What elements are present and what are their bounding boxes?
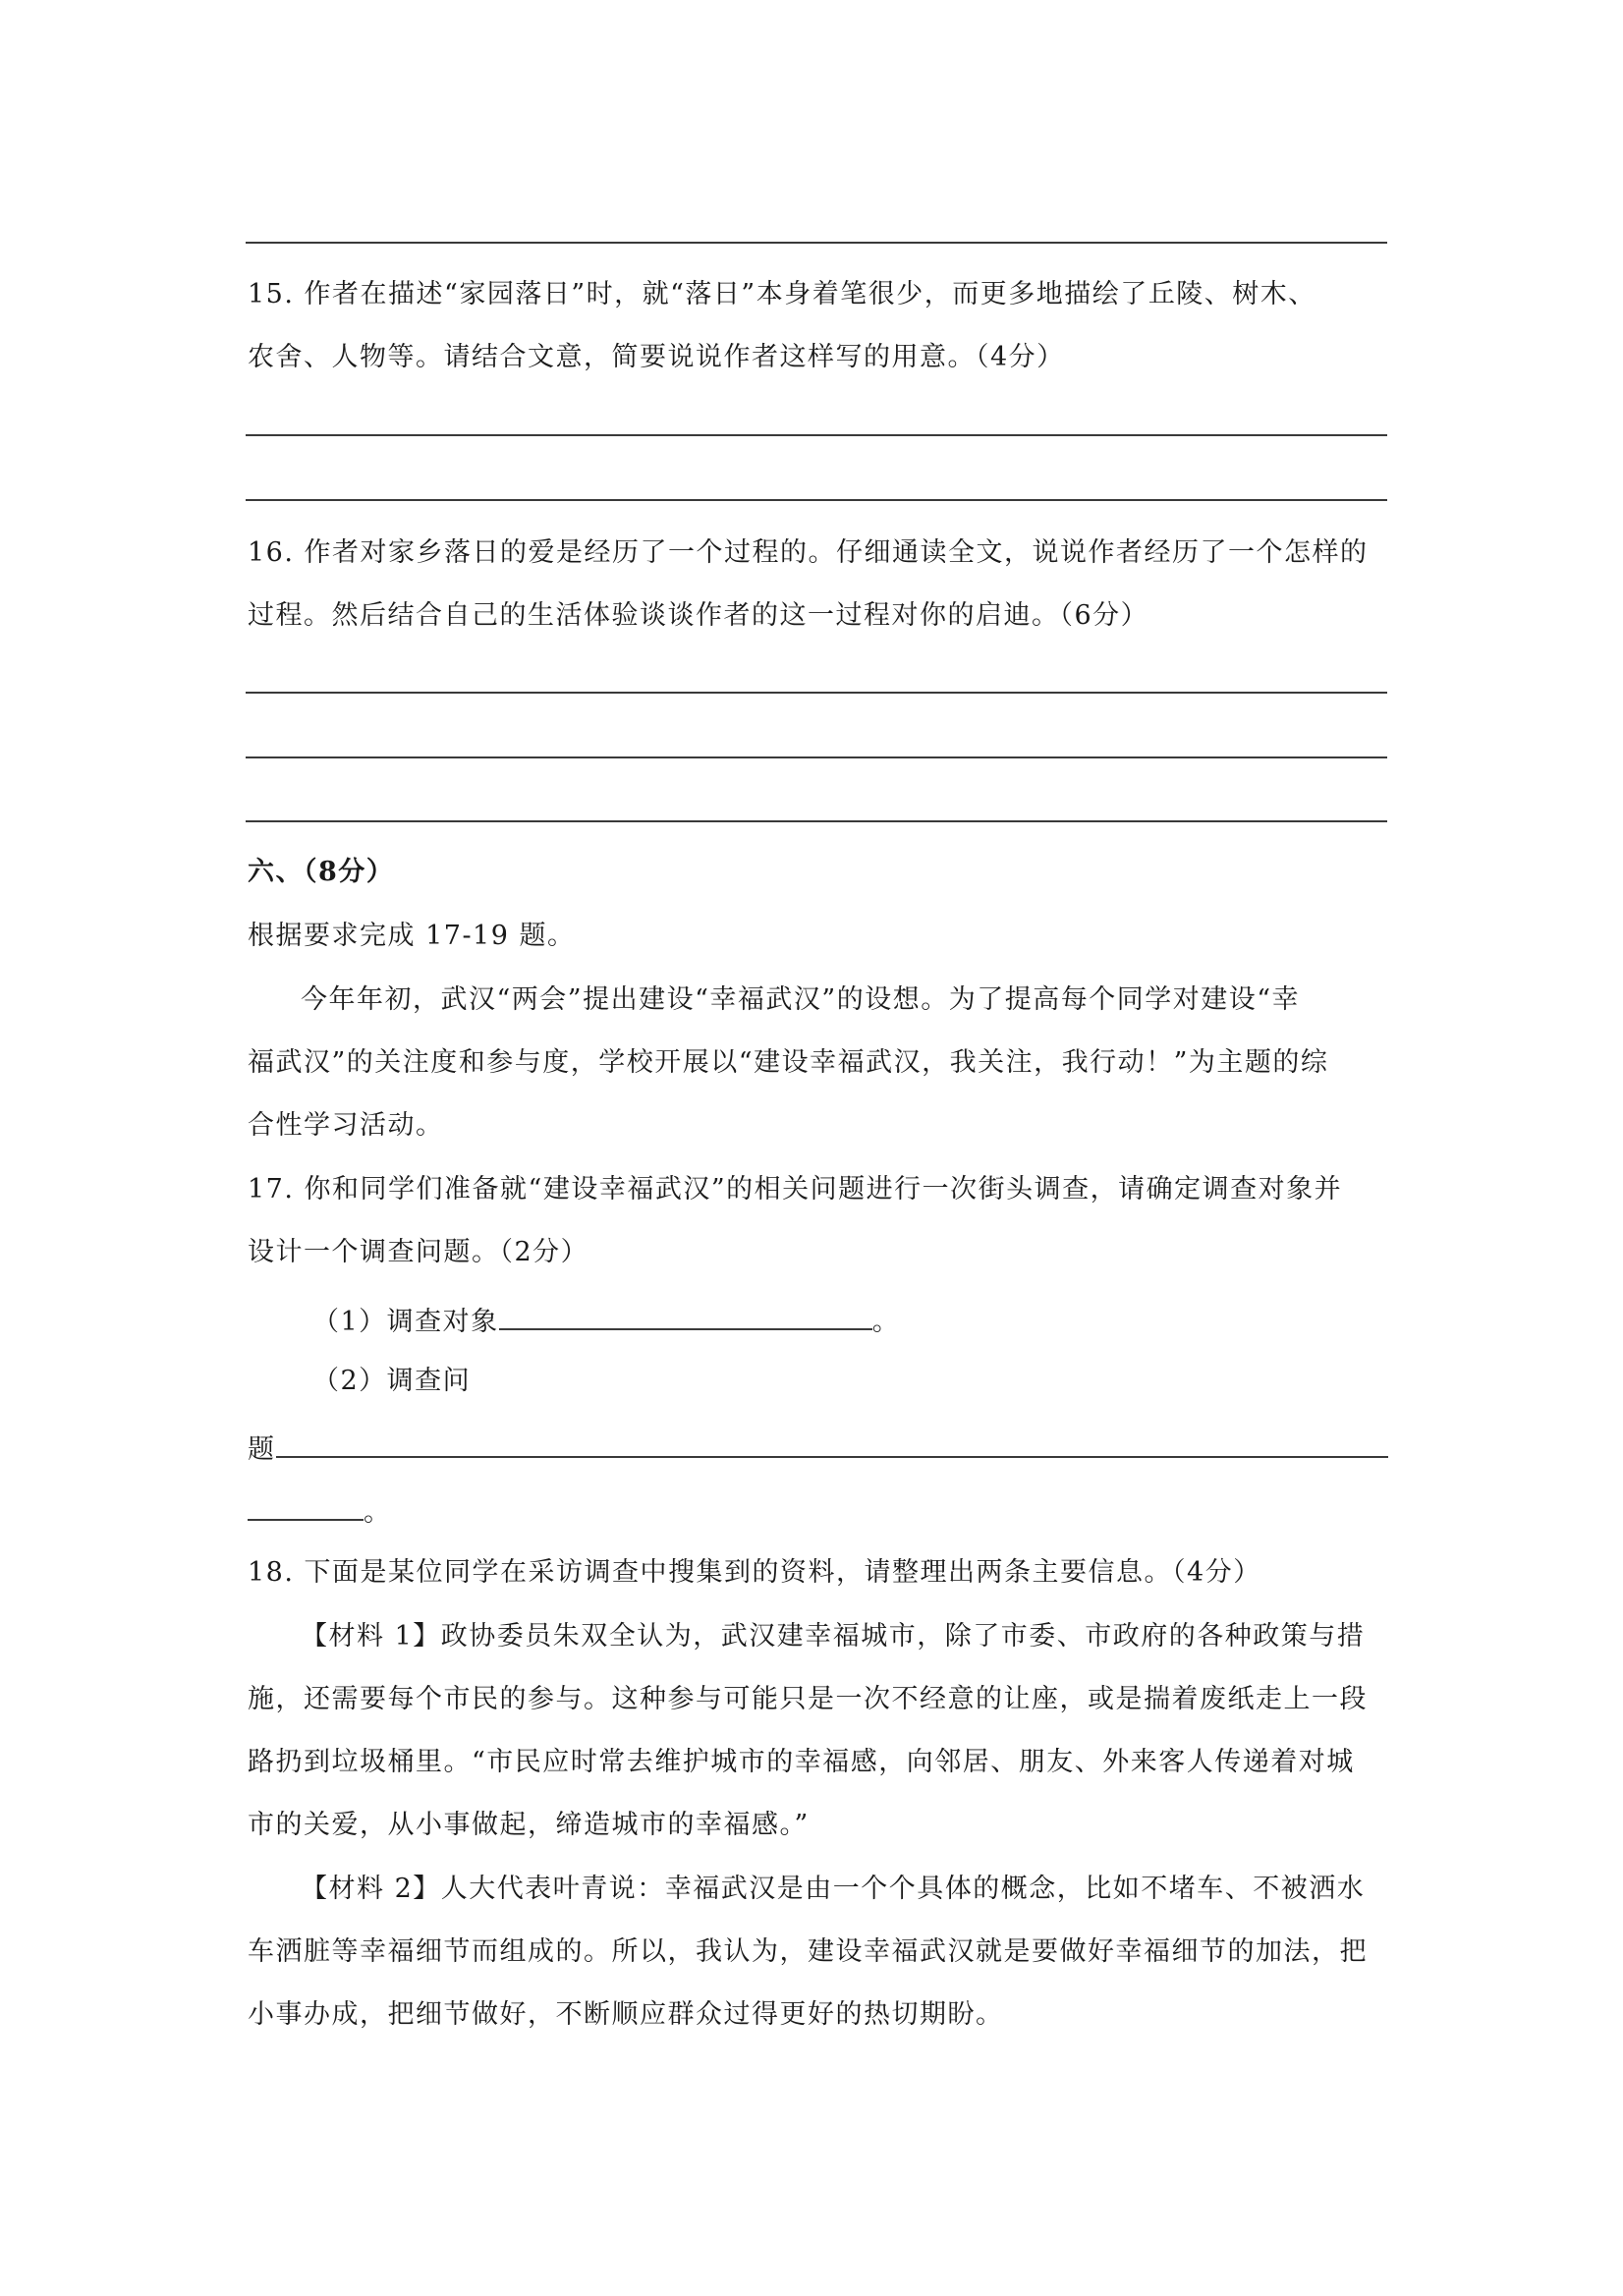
survey-question-item-cont: 。 (248, 1489, 392, 1531)
material-2-text: 小事办成，把细节做好，不断顺应群众过得更好的热切期盼。 (248, 1999, 1004, 2030)
survey-question-blank[interactable] (276, 1427, 1388, 1458)
intro-paragraph: 合性学习活动。 (248, 1110, 444, 1141)
material-2-text: 车洒脏等幸福细节而组成的。所以，我认为，建设幸福武汉就是要做好幸福细节的加法，把 (248, 1936, 1368, 1967)
survey-question-item: 题 (248, 1427, 1388, 1468)
section-instruction: 根据要求完成 17-19 题。 (248, 921, 576, 951)
answer-line (246, 434, 1387, 436)
section-heading: 六、（8分） (248, 857, 395, 887)
question-16-text: 过程。然后结合自己的生活体验谈谈作者的这一过程对你的启迪。（6分） (248, 600, 1149, 631)
question-17-text: 设计一个调查问题。（2分） (248, 1237, 589, 1267)
answer-line (246, 756, 1387, 758)
question-16-text: 16. 作者对家乡落日的爱是经历了一个过程的。仔细通读全文，说说作者经历了一个怎样的 (248, 537, 1369, 568)
question-18-text: 18. 下面是某位同学在采访调查中搜集到的资料，请整理出两条主要信息。（4分） (248, 1557, 1261, 1588)
question-17-text: 17. 你和同学们准备就“建设幸福武汉”的相关问题进行一次街头调查，请确定调查对象并 (248, 1174, 1343, 1204)
material-2-text: 【材料 2】人大代表叶青说：幸福武汉是由一个个具体的概念，比如不堵车、不被洒水 (301, 1874, 1366, 1904)
survey-target-label: （1）调查对象 (312, 1307, 499, 1337)
question-15-text: 农舍、人物等。请结合文意，简要说说作者这样写的用意。（4分） (248, 342, 1065, 372)
material-1-text: 【材料 1】政协委员朱双全认为，武汉建幸福城市，除了市委、市政府的各种政策与措 (301, 1621, 1366, 1652)
intro-paragraph: 福武汉”的关注度和参与度，学校开展以“建设幸福武汉，我关注，我行动！”为主题的综 (248, 1047, 1329, 1078)
survey-question-label: （2）调查问 (312, 1366, 472, 1396)
material-1-text: 施，还需要每个市民的参与。这种参与可能只是一次不经意的让座，或是揣着废纸走上一段 (248, 1684, 1368, 1714)
question-15-text: 15. 作者在描述“家园落日”时，就“落日”本身着笔很少，而更多地描绘了丘陵、树木、 (248, 279, 1316, 309)
answer-line (246, 820, 1387, 822)
answer-line (246, 692, 1387, 694)
survey-target-blank[interactable] (499, 1299, 872, 1330)
survey-target-item: （1）调查对象 。 (312, 1299, 900, 1340)
intro-paragraph: 今年年初，武汉“两会”提出建设“幸福武汉”的设想。为了提高每个同学对建设“幸 (301, 984, 1301, 1015)
material-1-text: 市的关爱，从小事做起，缔造城市的幸福感。” (248, 1810, 810, 1840)
answer-line (246, 499, 1387, 501)
survey-question-blank[interactable] (248, 1489, 364, 1521)
answer-line (246, 242, 1387, 244)
material-1-text: 路扔到垃圾桶里。“市民应时常去维护城市的幸福感，向邻居、朋友、外来客人传递着对城 (248, 1747, 1355, 1777)
